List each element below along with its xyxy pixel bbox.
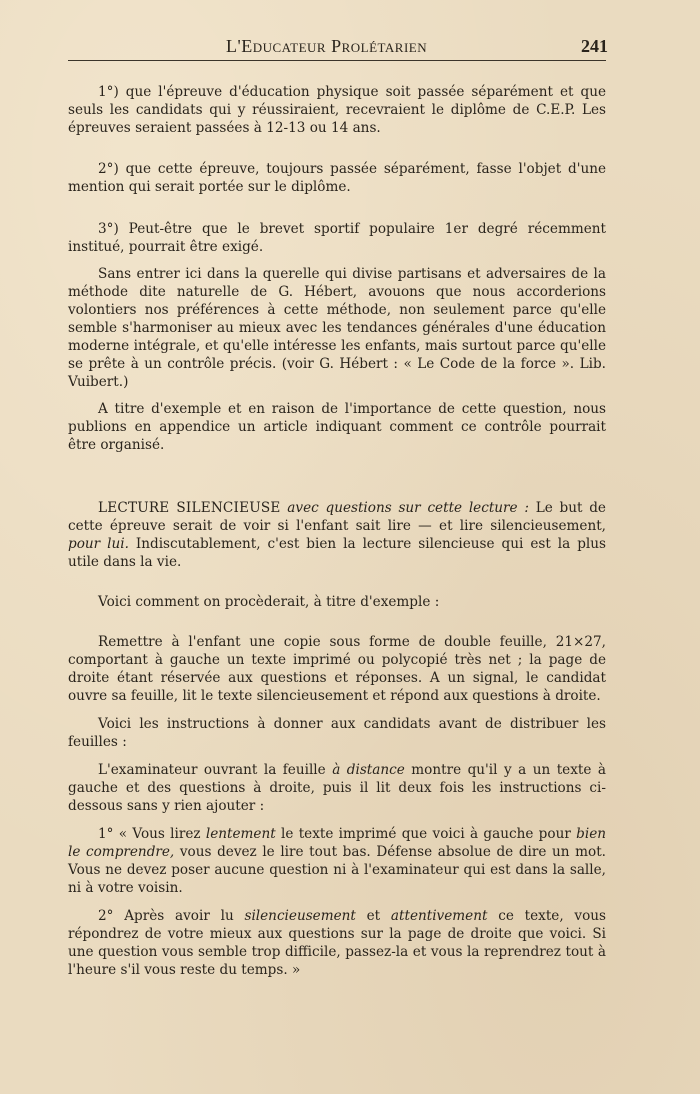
italic-text: lentement bbox=[205, 826, 276, 842]
page bbox=[68, 30, 606, 979]
paragraph: Voici comment on procèderait, à titre d'exemple : bbox=[98, 594, 440, 610]
text: vous devez le lire tout bas. Défense absolue de dire un mot. Vous ne devez poser aucune question ni à l'examinateur qui est dans la salle, ni à votre voisin. bbox=[68, 844, 607, 896]
text: 2° Après avoir lu bbox=[98, 908, 245, 924]
paragraph: 3°) Peut-être que le brevet sportif populaire 1er degré récemment institué, pourrait être exigé. bbox=[68, 221, 606, 255]
page-header bbox=[68, 30, 606, 61]
italic-text: attentivement bbox=[390, 908, 488, 924]
paragraph: A titre d'exemple et en raison de l'importance de cette question, nous publions en appendice un article indiquant comment ce contrôle pourrait être organisé. bbox=[68, 401, 606, 453]
italic-text: silencieusement bbox=[244, 908, 356, 924]
body-text bbox=[68, 83, 606, 979]
section-heading: LECTURE SILENCIEUSE bbox=[98, 500, 281, 516]
text: L'examinateur ouvrant la feuille bbox=[98, 762, 333, 778]
text: Le but de cette épreuve serait de voir si l'enfant sait lire — et lire silencieusement, bbox=[68, 500, 606, 534]
italic-text: pour lui. bbox=[68, 536, 129, 552]
text: ce texte, vous répondrez de votre mieux aux questions sur la page de droite que voici. Si une question vous semble trop difficile, passez-la et vous la reprendrez tout à l'heure s'il vous reste du temps. » bbox=[68, 908, 607, 978]
paragraph: Voici les instructions à donner aux candidats avant de distribuer les feuilles : bbox=[68, 716, 606, 750]
italic-text: à distance bbox=[332, 762, 405, 778]
paragraph bbox=[68, 825, 606, 897]
text: Indiscutablement, c'est bien la lecture silencieuse qui est la plus utile dans la vie. bbox=[68, 536, 606, 570]
italic-text: avec questions sur cette lecture : bbox=[287, 500, 529, 516]
text: montre qu'il y a un texte à gauche et des questions à droite, puis il lit deux fois les instructions ci-dessous sans y rien ajouter : bbox=[68, 762, 606, 814]
paragraph bbox=[68, 907, 606, 979]
paragraph bbox=[68, 761, 606, 815]
text: le texte imprimé que voici à gauche pour bbox=[275, 826, 577, 842]
italic-text: bien le comprendre, bbox=[68, 826, 606, 860]
paragraph: Remettre à l'enfant une copie sous forme de double feuille, 21×27, comportant à gauche un texte imprimé ou polycopié très net ; la page de droite étant réservée aux questions et réponses. A un signal, le candidat ouvre sa feuille, lit le texte silencieusement et répond aux questions à droite. bbox=[68, 634, 606, 704]
paragraph: 1°) que l'épreuve d'éducation physique soit passée séparément et que seuls les candidats qui y réussiraient, recevraient le diplôme de C.E.P. Les épreuves seraient passées à 12-13 ou 14 ans. bbox=[68, 84, 606, 136]
text: et bbox=[355, 908, 391, 924]
running-title: L'Educateur Prolétarien bbox=[226, 36, 428, 56]
paragraph: Sans entrer ici dans la querelle qui divise partisans et adversaires de la méthode dite naturelle de G. Hébert, avouons que nous accorderions volontiers nos préférences à cette méthode, non seulement parce qu'elle semble s'harmoniser au mieux avec les tendances générales d'une éducation moderne intégrale, et qu'elle intéresse les enfants, mais surtout parce qu'elle se prête à un contrôle précis. (voir G. Hébert : « Le Code de la force ». Lib. Vuibert.) bbox=[68, 266, 606, 390]
paragraph-lecture-silencieuse bbox=[68, 499, 606, 571]
page-number: 241 bbox=[581, 36, 608, 56]
paragraph: 2°) que cette épreuve, toujours passée séparément, fasse l'objet d'une mention qui serait portée sur le diplôme. bbox=[68, 161, 606, 195]
text: 1° « Vous lirez bbox=[98, 826, 206, 842]
